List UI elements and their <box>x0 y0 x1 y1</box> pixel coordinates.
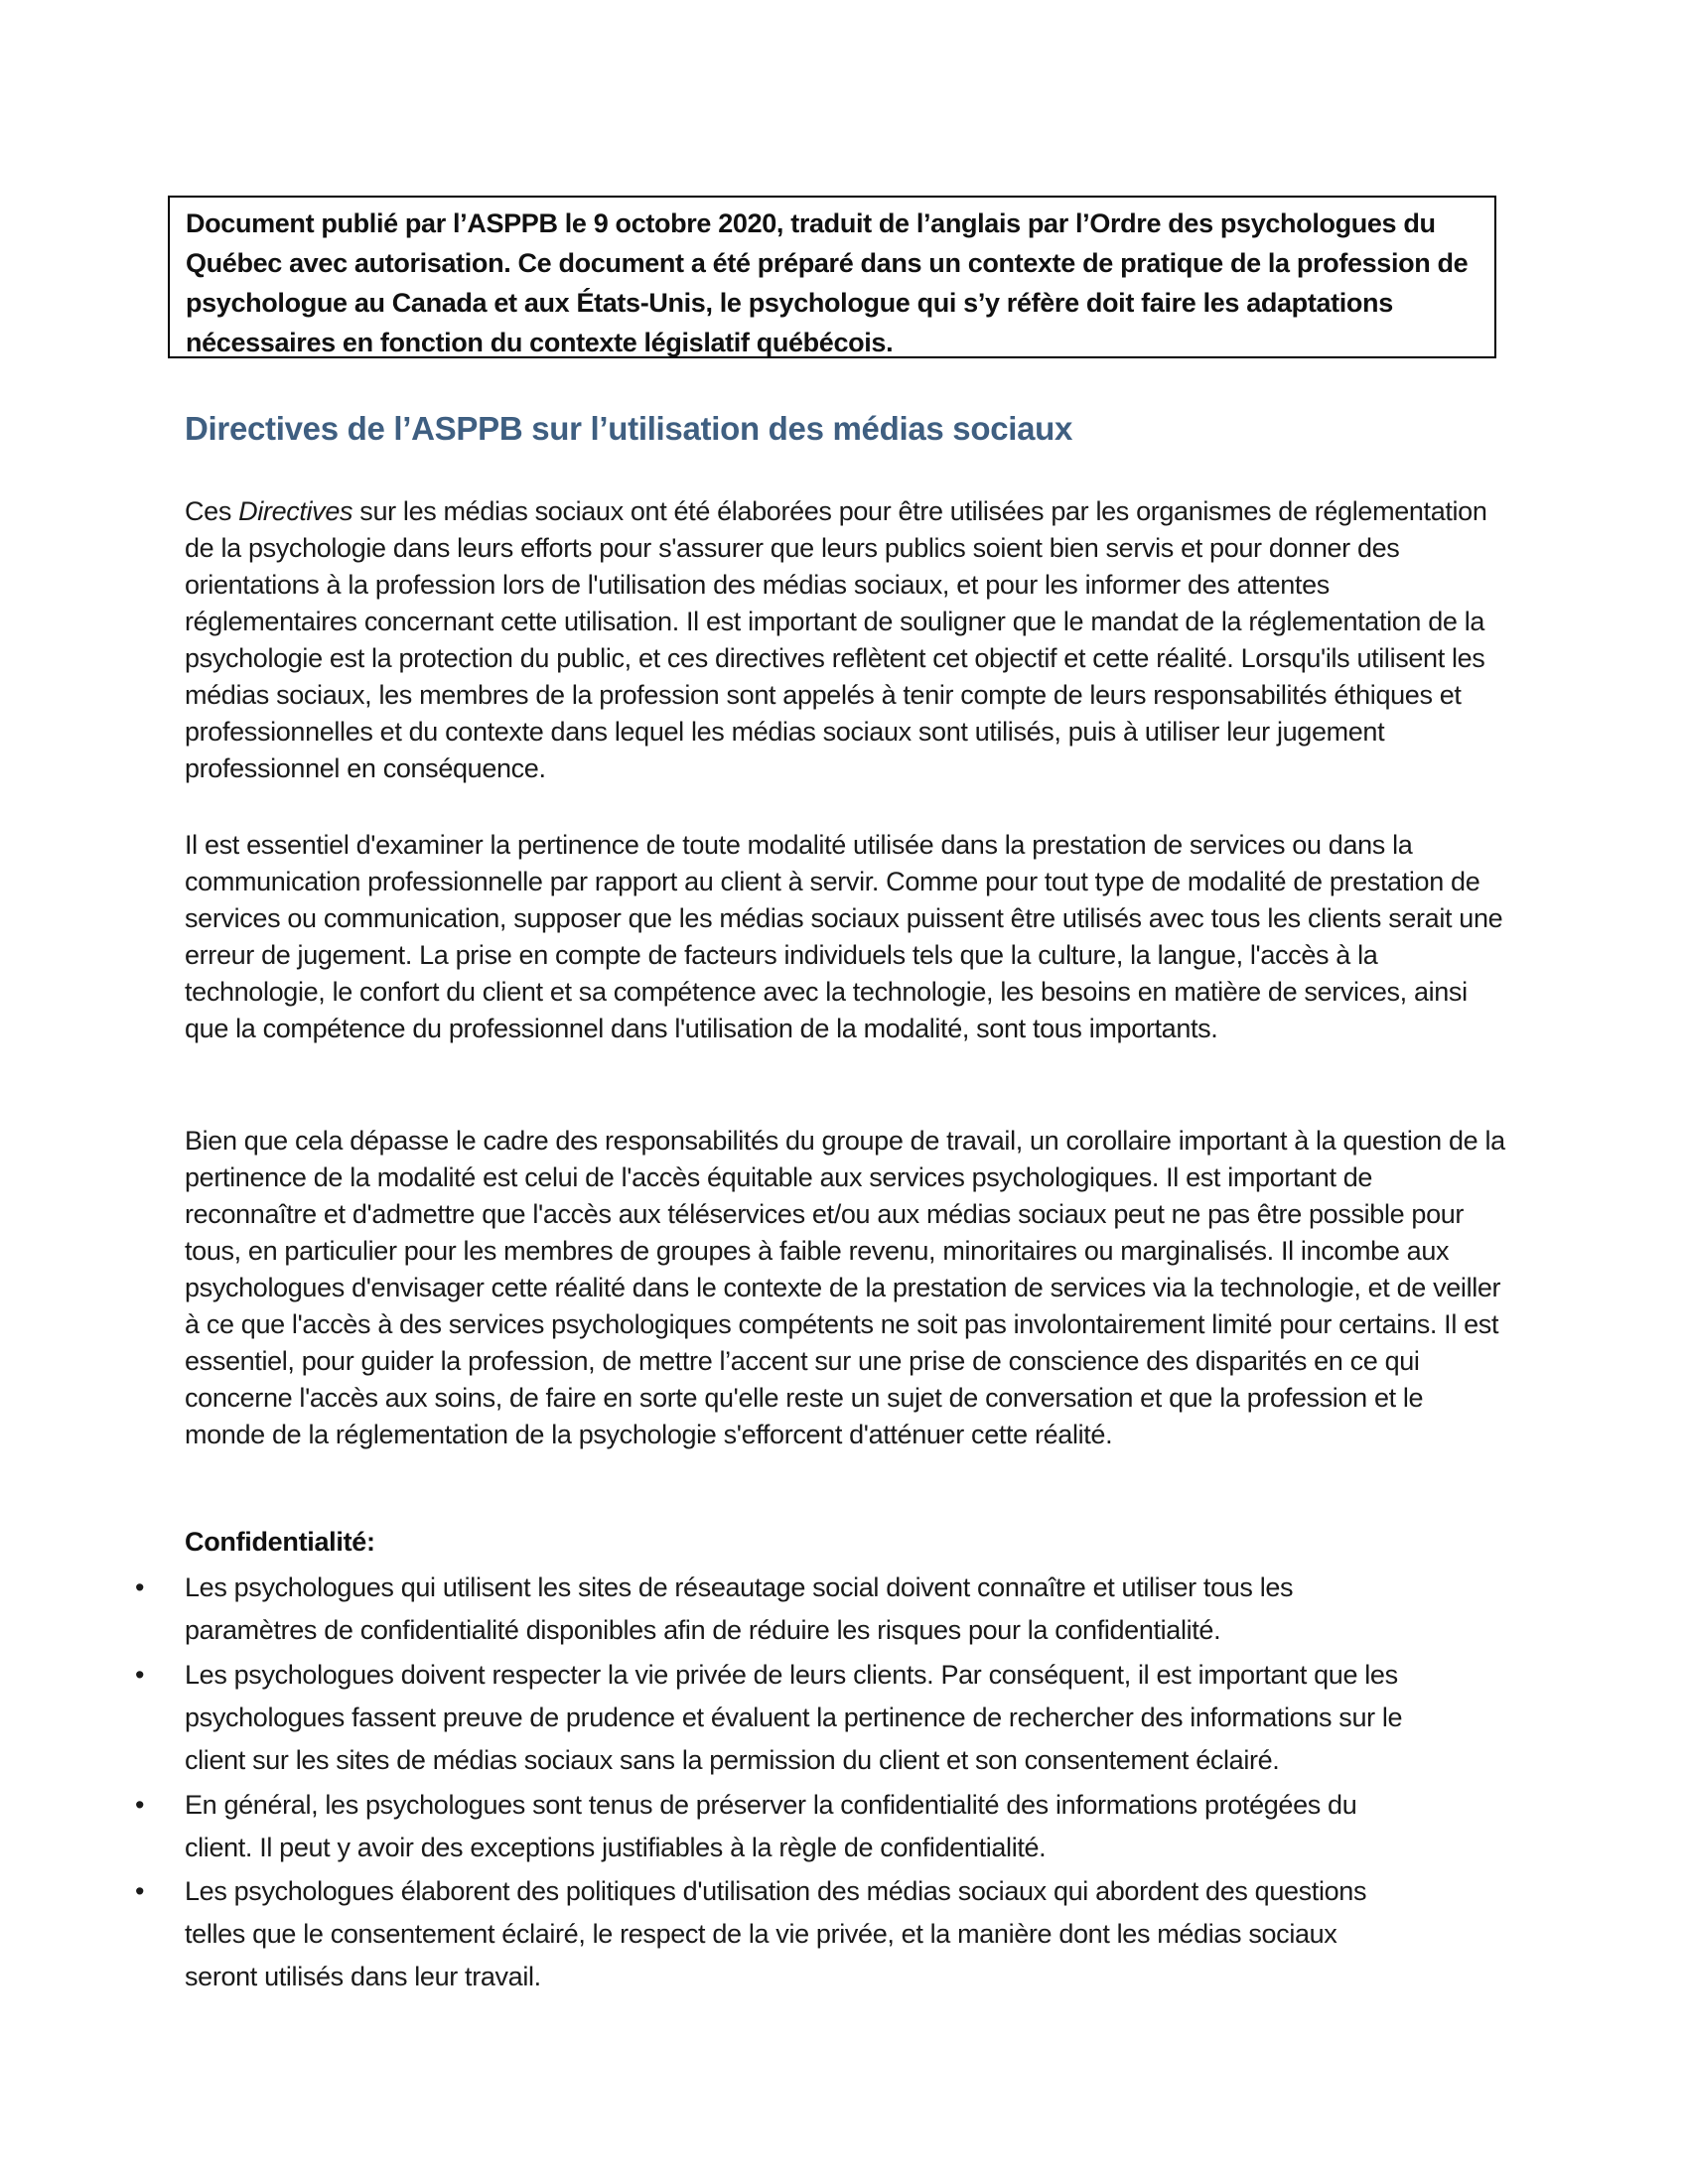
list-item-text: Les psychologues doivent respecter la vie privée de leurs clients. Par conséquent, il est important que les psychologues fassent preuve de prudence et évaluent la pertinence de rechercher des informations sur le client sur les sites de médias sociaux sans la permission du client et son consentement éclairé. <box>185 1660 1403 1775</box>
list-item-text: Les psychologues élaborent des politiques d'utilisation des médias sociaux qui abordent des questions telles que le consentement éclairé, le respect de la vie privée, et la manière dont les médias sociaux seront utilisés dans leur travail. <box>185 1876 1367 1991</box>
translation-notice-text: Document publié par l’ASPPB le 9 octobre 2020, traduit de l’anglais par l’Ordre des psychologues du Québec avec autorisation. Ce document a été préparé dans un contexte de pratique de la profession de psychologue au Canada et aux États-Unis, le psychologue qui s’y réfère doit faire les adaptations nécessaires en fonction du contexte législatif québécois. <box>186 208 1469 357</box>
directives-italic-text: Directives <box>238 496 353 526</box>
list-item <box>0 1870 1406 1998</box>
translation-notice-box <box>168 196 1496 358</box>
list-item <box>0 1567 1406 1652</box>
confidentiality-heading: Confidentialité: <box>185 1527 375 1557</box>
bullet-icon: • <box>135 1572 145 1602</box>
bullet-icon: • <box>135 1790 145 1820</box>
list-item-text: En général, les psychologues sont tenus de préserver la confidentialité des informations protégées du client. Il peut y avoir des exceptions justifiables à la règle de confidentialité. <box>185 1790 1357 1862</box>
confidentiality-list <box>0 1567 1688 1998</box>
bullet-icon: • <box>135 1876 145 1906</box>
list-item <box>0 1654 1406 1782</box>
intro-paragraph <box>185 493 1505 787</box>
intro-rest-text: sur les médias sociaux ont été élaborées pour être utilisées par les organismes de réglementation de la psychologie dans leurs efforts pour s'assurer que leurs publics soient bien servis et pour donner des orientations à la profession lors de l'utilisation des médias sociaux, et pour les informer des attentes réglementaires concernant cette utilisation. Il est important de souligner que le mandat de la réglementation de la psychologie est la protection du public, et ces directives reflètent cet objectif et cette réalité. Lorsqu'ils utilisent les médias sociaux, les membres de la profession sont appelés à tenir compte de leurs responsabilités éthiques et professionnelles et du contexte dans lequel les médias sociaux sont utilisés, puis à utiliser leur jugement professionnel en conséquence. <box>185 496 1487 783</box>
intro-lead-text: Ces <box>185 496 239 526</box>
list-item <box>0 1784 1406 1869</box>
list-item-text: Les psychologues qui utilisent les sites de réseautage social doivent connaître et utiliser tous les paramètres de confidentialité disponibles afin de réduire les risques pour la confidentialité. <box>185 1572 1294 1645</box>
document-title: Directives de l’ASPPB sur l’utilisation des médias sociaux <box>185 410 1073 447</box>
equitable-access-paragraph: Bien que cela dépasse le cadre des responsabilités du groupe de travail, un corollaire important à la question de la pertinence de la modalité est celui de l'accès équitable aux services psychologiques. Il est important de reconnaître et d'admettre que l'accès aux téléservices et/ou aux médias sociaux peut ne pas être possible pour tous, en particulier pour les membres de groupes à faible revenu, minoritaires ou marginalisés. Il incombe aux psychologues d'envisager cette réalité dans le contexte de la prestation de services via la technologie, et de veiller à ce que l'accès à des services psychologiques compétents ne soit pas involontairement limité pour certains. Il est essentiel, pour guider la profession, de mettre l’accent sur une prise de conscience des disparités en ce qui concerne l'accès aux soins, de faire en sorte qu'elle reste un sujet de conversation et que la profession et le monde de la réglementation de la psychologie s'efforcent d'atténuer cette réalité. <box>185 1126 1505 1449</box>
bullet-icon: • <box>135 1660 145 1690</box>
modality-paragraph: Il est essentiel d'examiner la pertinence de toute modalité utilisée dans la prestation de services ou dans la communication professionnelle par rapport au client à servir. Comme pour tout type de modalité de prestation de services ou communication, supposer que les médias sociaux puissent être utilisés avec tous les clients serait une erreur de jugement. La prise en compte de facteurs individuels tels que la culture, la langue, l'accès à la technologie, le confort du client et sa compétence avec la technologie, les besoins en matière de services, ainsi que la compétence du professionnel dans l'utilisation de la modalité, sont tous importants. <box>185 830 1503 1043</box>
